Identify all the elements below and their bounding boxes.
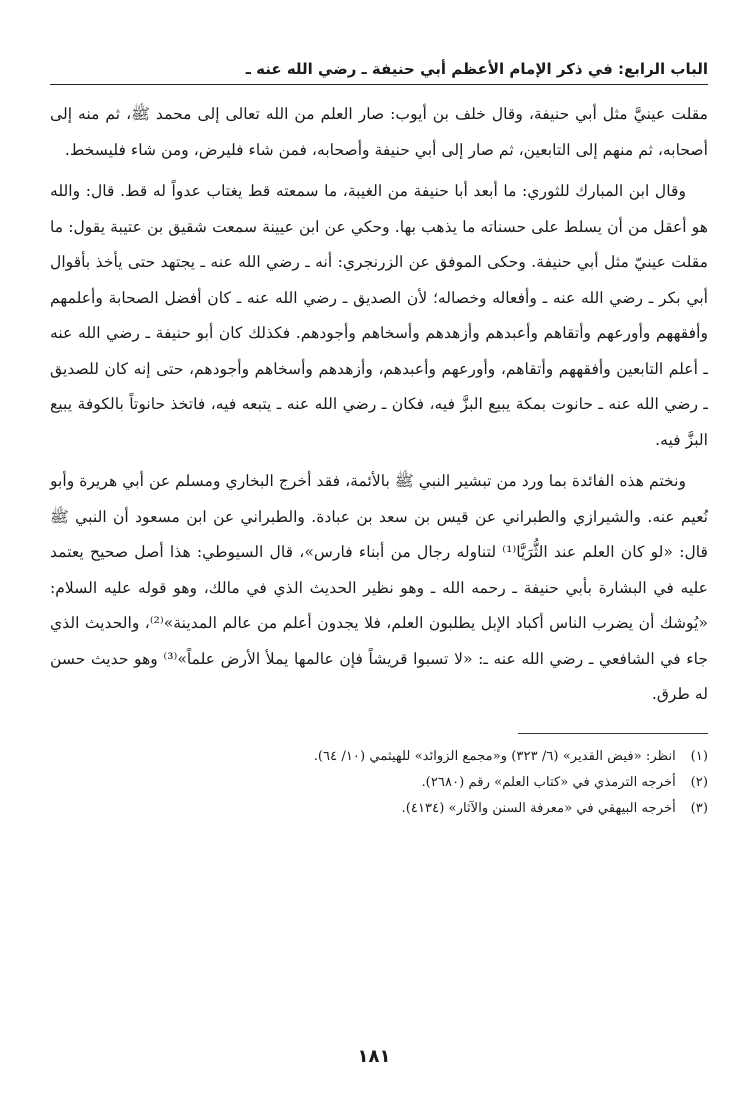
running-header: الباب الرابع: في ذكر الإمام الأعظم أبي حنيفة ـ رضي الله عنه ـ [50,58,708,85]
footnote-text: أخرجه الترمذي في «كتاب العلم» رقم (٢٦٨٠). [421,774,676,790]
footnote-text: انظر: «فيض القدير» (٦/ ٣٢٣) و«مجمع الزوائد» للهيثمي (١٠/ ٦٤). [313,748,676,764]
footnote-1 [50,744,708,770]
footnote-number: (٣) [690,800,708,816]
footnote-number: (٢) [690,774,708,790]
footnote-2 [50,770,708,796]
footnotes [50,744,708,822]
paragraph-3: ونختم هذه الفائدة بما ورد من تبشير النبي ﷺ بالأئمة، فقد أخرج البخاري ومسلم عن أبي هريرة وأبو نُعيم عنه. والشيرازي والطبراني عن قيس بن سعد بن عبادة. والطبراني عن ابن مسعود أن النبي ﷺ قال: «لو كان العلم عند الثُّرَيَّا⁽¹⁾ لتناوله رجال من أبناء فارس»، قال السيوطي: هذا أصل صحيح يعتمد عليه في البشارة بأبي حنيفة ـ رحمه الله ـ وهو نظير الحديث الذي في مالك، وهو قوله عليه السلام: «يُوشك أن يضرب الناس أكباد الإبل يطلبون العلم، فلا يجدون أعلم من عالم المدينة»⁽²⁾، والحديث الذي جاء في الشافعي ـ رضي الله عنه ـ: «لا تسبوا قريشاً فإن عالمها يملأ الأرض علماً»⁽³⁾ وهو حديث حسن له طرق. [50,472,708,703]
page-number: ١٨١ [357,1046,391,1067]
footnote-text: أخرجه البيهقي في «معرفة السنن والآثار» (٤١٣٤). [401,800,676,816]
footnote-separator [518,733,708,734]
footnote-number: (١) [690,748,708,764]
paragraph-2: وقال ابن المبارك للثوري: ما أبعد أبا حنيفة من الغيبة، ما سمعته قط يغتاب عدواً له قط. قال: والله هو أعقل من أن يسلط على حسناته ما يذهب بها. وحكي عن ابن عيينة سمعت شقيق بن عتيبة يقول: ما مقلت عينيّ مثل أبي حنيفة. وحكى الموفق عن الزرنجري: أنه ـ رضي الله عنه ـ يجتهد حتى يأخذ بأقوال أبي بكر ـ رضي الله عنه ـ وأفعاله وخصاله؛ لأن الصديق ـ رضي الله عنه ـ كان أفضل الصحابة وأعلمهم وأفقههم وأورعهم وأتقاهم وأعبدهم وأزهدهم وأسخاهم وأجودهم. فكذلك كان أبو حنيفة ـ رضي الله عنه ـ أعلم التابعين وأفقههم وأتقاهم، وأورعهم وأعبدهم، وأزهدهم وأسخاهم وأجودهم، حتى إنه كان للصديق ـ رضي الله عنه ـ حانوت بمكة يبيع البزَّ فيه، فكان ـ رضي الله عنه ـ يتبعه فيه، فاتخذ حانوتاً بالكوفة يبيع البزَّ فيه. [50,182,708,449]
paragraph-1: مقلت عينيَّ مثل أبي حنيفة، وقال خلف بن أيوب: صار العلم من الله تعالى إلى محمد ﷺ، ثم منه إلى أصحابه، ثم منهم إلى التابعين، ثم صار إلى أبي حنيفة وأصحابه، فمن شاء فليرض، ومن شاء فليسخط. [50,105,708,159]
footnote-3 [50,796,708,822]
book-page [50,58,708,822]
main-text [50,97,708,713]
